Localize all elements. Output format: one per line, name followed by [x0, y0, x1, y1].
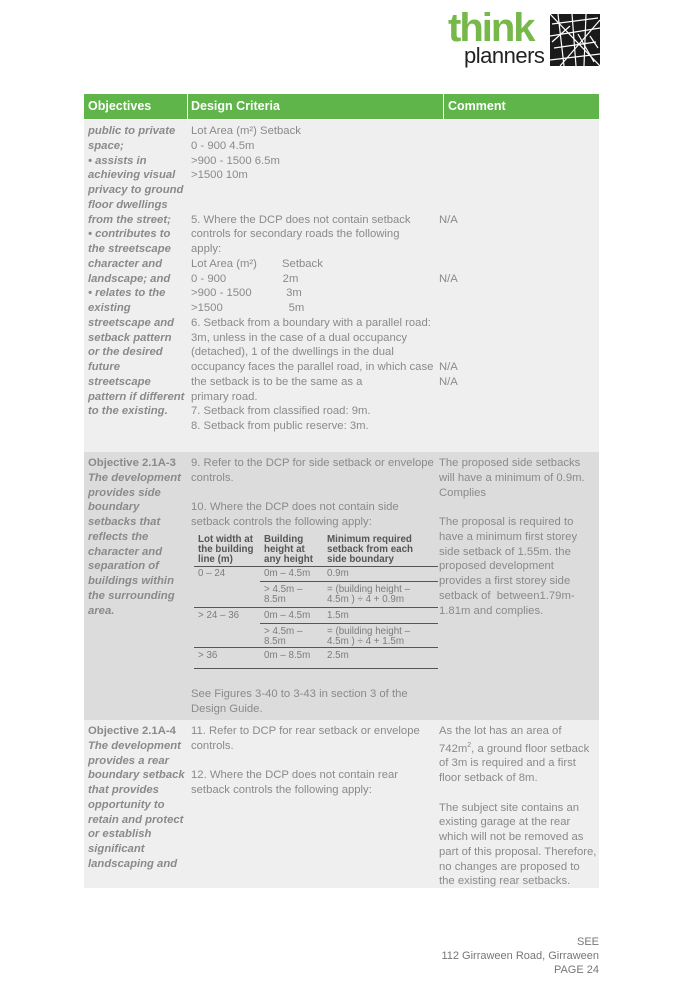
criteria-line: 10. Where the DCP does not contain side — [191, 501, 399, 514]
page-footer — [441, 935, 599, 977]
logo-think-text: think — [448, 6, 534, 50]
objective-line: The development — [88, 471, 181, 484]
criteria-line: primary road. — [191, 390, 258, 403]
comment-cell — [439, 213, 599, 390]
table-cell: 0m – 4.5m — [264, 568, 311, 579]
objective-line: separation of — [88, 560, 159, 573]
criteria-cell — [191, 724, 439, 798]
objective-cell — [88, 724, 186, 872]
objective-line: from the street; — [88, 213, 171, 226]
objective-line: landscaping and — [88, 857, 178, 870]
criteria-line: 0 - 900 4.5m — [191, 139, 255, 152]
objective-line: pattern if different — [88, 390, 185, 403]
table-rule — [260, 623, 438, 624]
objective-title: Objective 2.1A-4 — [88, 725, 176, 737]
objective-line: setbacks that — [88, 516, 161, 528]
street-map-icon — [550, 14, 600, 66]
table-cell: 0m – 8.5m — [264, 650, 311, 661]
comment-line: N/A — [439, 213, 458, 226]
footer-page-number: PAGE 24 — [553, 964, 599, 976]
comment-line: which will not be removed as — [439, 831, 584, 844]
criteria-line: 8. Setback from public reserve: 3m. — [191, 420, 369, 432]
criteria-line: controls. — [191, 739, 234, 752]
table-cell: 0.9m — [327, 568, 349, 579]
table-header-min-setback: Minimum required setback from each side boundary — [327, 534, 414, 565]
comment-line: The subject site contains an — [439, 801, 580, 814]
comment-line: part of this proposal. Therefore, — [439, 845, 597, 858]
table-cell: > 24 – 36 — [198, 610, 240, 621]
criteria-cell — [191, 456, 439, 530]
table-cell: 1.5m — [327, 610, 349, 621]
objective-line: existing — [88, 302, 131, 314]
objective-line: • contributes to — [88, 228, 171, 241]
objective-cell — [88, 456, 186, 618]
criteria-line: >1500 10m — [191, 169, 248, 182]
comment-line: the existing rear setbacks. — [439, 875, 571, 888]
objective-line: opportunity to — [88, 798, 165, 811]
comment-line: $742m^2$, a ground floor setback — [439, 741, 590, 755]
comment-line: setback of between1.79m- — [439, 589, 575, 602]
think-planners-logo — [448, 6, 600, 70]
objective-line: buildings within — [88, 575, 174, 587]
criteria-line: 12. Where the DCP does not contain rear — [191, 769, 399, 782]
objective-line: provides a rear — [88, 754, 170, 767]
objective-line: • assists in — [88, 154, 147, 167]
table-rule — [194, 566, 438, 567]
criteria-cell — [191, 687, 439, 717]
objective-line: public to private — [88, 125, 176, 137]
objective-line: The development — [88, 739, 181, 752]
table-cell: = (building height – 4.5m ) ÷ 4 + 0.9m — [327, 584, 411, 605]
criteria-line: >1500 5m — [191, 302, 305, 314]
comment-line: side setback of 1.55m. the — [439, 545, 571, 558]
header-divider — [443, 94, 444, 119]
header-design-criteria: Design Criteria — [191, 99, 280, 113]
logo-planners-text: planners — [464, 43, 545, 68]
criteria-line: 3m, unless in the case of a dual occupancy — [191, 331, 408, 344]
objective-line: privacy to ground — [88, 184, 184, 196]
criteria-line: 9. Refer to the DCP for side setback or envelope — [191, 457, 434, 469]
table-header-building-height: Building height at any height — [264, 534, 313, 565]
criteria-line: apply: — [191, 243, 222, 255]
criteria-line: Lot Area (m²) Setback — [191, 125, 301, 137]
table-rule — [260, 581, 438, 582]
comment-cell — [439, 456, 599, 618]
criteria-line: Lot Area (m²) Setback — [191, 257, 323, 270]
comment-line: existing garage at the rear — [439, 816, 571, 829]
comment-line: no changes are proposed to — [439, 860, 580, 873]
footer-address: 112 Girraween Road, Girraween — [441, 950, 599, 962]
table-header-lot-width: Lot width at the building line (m) — [198, 534, 254, 565]
table-cell: > 36 — [198, 650, 218, 661]
criteria-line: setback controls the following apply: — [191, 784, 372, 796]
objective-line: or the desired — [88, 346, 163, 359]
criteria-line: occupancy faces the parallel road, in which case — [191, 361, 434, 373]
objective-line: landscape; and — [88, 272, 171, 285]
table-rule — [194, 607, 438, 608]
comment-line: proposed development — [439, 560, 554, 573]
objective-line: future — [88, 361, 121, 373]
objective-line: boundary — [88, 501, 140, 514]
comment-line: Complies — [439, 486, 487, 499]
criteria-line: See Figures 3-40 to 3-43 in section 3 of the — [191, 688, 408, 700]
comment-line: N/A — [439, 375, 458, 388]
objective-line: that provides — [88, 784, 159, 796]
table-cell: 0m – 4.5m — [264, 610, 311, 621]
criteria-line: 5. Where the DCP does not contain setback — [191, 213, 411, 226]
objective-line: • relates to the — [88, 287, 166, 300]
objective-line: streetscape and — [88, 316, 175, 329]
table-cell: 0 – 24 — [198, 568, 226, 579]
criteria-cell — [191, 124, 439, 434]
table-cell: > 4.5m – 8.5m — [264, 584, 303, 605]
comment-line: will have a minimum of 0.9m. — [439, 471, 585, 484]
criteria-line: (detached), 1 of the dwellings in the dual — [191, 346, 394, 359]
objective-line: streetscape — [88, 375, 151, 388]
criteria-line: Design Guide. — [191, 702, 263, 715]
criteria-line: the setback is to be the same as a — [191, 375, 363, 388]
comment-line: The proposed side setbacks — [439, 457, 581, 469]
objective-line: character and — [88, 545, 163, 558]
objective-line: provides side — [88, 486, 161, 499]
objective-line: retain and protect — [88, 813, 184, 826]
criteria-line: 7. Setback from classified road: 9m. — [191, 405, 371, 418]
footer-see: SEE — [576, 936, 599, 948]
table-cell: = (building height – 4.5m ) ÷ 4 + 1.5m — [327, 626, 411, 647]
comment-cell — [439, 724, 599, 889]
criteria-line: setback controls the following apply: — [191, 516, 372, 528]
header-divider — [187, 94, 188, 119]
objective-line: floor dwellings — [88, 198, 168, 211]
table-cell: > 4.5m – 8.5m — [264, 626, 303, 647]
objective-line: to the existing. — [88, 405, 168, 418]
comment-line: N/A — [439, 361, 458, 373]
comment-line: The proposal is required to — [439, 516, 574, 528]
objective-line: significant — [88, 843, 145, 855]
objective-line: or establish — [88, 828, 152, 841]
objective-line: area. — [88, 604, 115, 617]
comment-line: of 3m is required and a first — [439, 757, 576, 770]
comment-line: As the lot has an area of — [439, 725, 562, 737]
comment-line: floor setback of 8m. — [439, 772, 538, 785]
objective-line: the surrounding — [88, 589, 175, 602]
table-row — [84, 120, 599, 452]
table-rule — [194, 647, 438, 648]
objective-title: Objective 2.1A-3 — [88, 457, 176, 469]
table-row — [84, 452, 599, 720]
objective-line: character and — [88, 257, 163, 270]
criteria-line: controls. — [191, 471, 234, 484]
objective-line: the streetscape — [88, 243, 171, 255]
criteria-line: 6. Setback from a boundary with a parallel road: — [191, 316, 431, 329]
table-cell: 2.5m — [327, 650, 349, 661]
objective-line: space; — [88, 139, 124, 152]
criteria-line: >900 - 1500 3m — [191, 287, 302, 300]
objective-line: setback pattern — [88, 331, 172, 344]
comment-line: have a minimum first storey — [439, 530, 578, 543]
objective-line: boundary setback — [88, 769, 185, 782]
table-rule — [194, 668, 438, 669]
criteria-line: 0 - 900 2m — [191, 272, 299, 285]
criteria-line: >900 - 1500 6.5m — [191, 154, 280, 167]
criteria-line: controls for secondary roads the following — [191, 228, 400, 241]
comment-line: N/A — [439, 272, 458, 285]
criteria-line: 11. Refer to DCP for rear setback or envelope — [191, 725, 420, 737]
comment-line: 1.81m and complies. — [439, 604, 544, 617]
table-row — [84, 720, 599, 888]
objective-cell — [88, 124, 186, 419]
objective-line: reflects the — [88, 530, 149, 543]
header-objectives: Objectives — [88, 99, 152, 113]
objective-line: achieving visual — [88, 169, 176, 182]
header-comment: Comment — [448, 99, 506, 113]
comment-line: provides a first storey side — [439, 575, 571, 587]
table-header — [84, 94, 599, 119]
